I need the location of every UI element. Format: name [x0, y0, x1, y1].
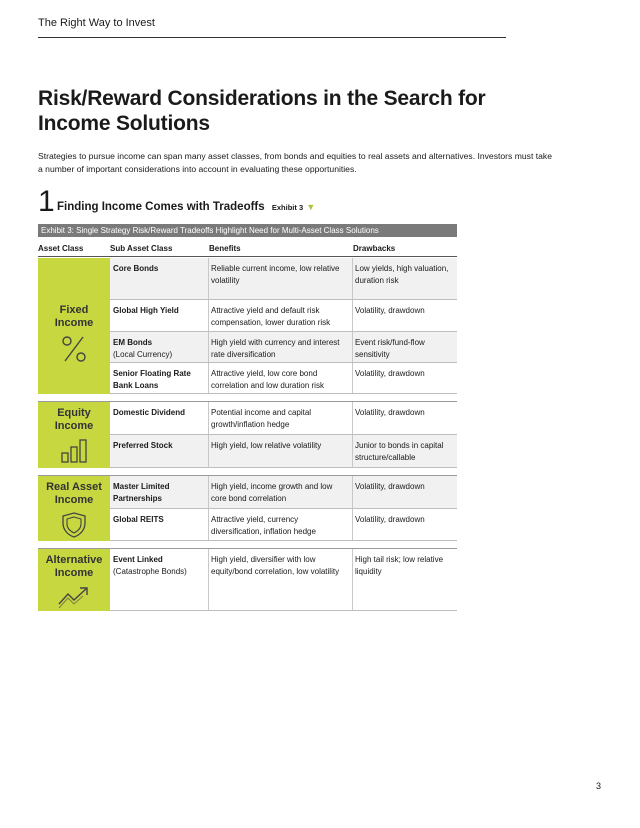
sub-asset-class: Master Limited Partnerships	[113, 482, 170, 503]
asset-class-cell	[38, 549, 110, 611]
triangle-down-icon: ▼	[306, 202, 316, 212]
drawbacks-cell: Junior to bonds in capital structure/callable	[355, 441, 444, 462]
column-divider	[352, 258, 353, 299]
table-row	[110, 435, 457, 468]
column-header-drawbacks: Drawbacks	[353, 244, 396, 253]
benefits-cell: Attractive yield and default risk compensation, lower duration risk	[211, 306, 331, 327]
asset-class-label: Alternative Income	[45, 554, 103, 579]
benefits-cell: High yield, diversifier with low equity/bond correlation, low volatility	[211, 555, 340, 576]
benefits-cell: Attractive yield, low core bond correlation and low duration risk	[211, 369, 324, 390]
table-row	[110, 476, 457, 509]
column-divider	[352, 402, 353, 434]
column-divider	[208, 300, 209, 331]
table-row	[110, 509, 457, 541]
column-divider	[208, 509, 209, 540]
table-row	[110, 402, 457, 435]
section-title-wrap	[57, 201, 315, 213]
column-divider	[208, 549, 209, 610]
asset-class-cell	[38, 476, 110, 541]
drawbacks-cell: Volatility, drawdown	[355, 482, 425, 491]
page-heading: Risk/Reward Considerations in the Search for Income Solutions	[38, 87, 486, 135]
drawbacks-cell: Volatility, drawdown	[355, 408, 425, 417]
asset-class-label: Real Asset Income	[46, 481, 102, 506]
column-divider	[352, 476, 353, 508]
asset-group-alternative-income	[38, 549, 457, 611]
column-divider	[208, 402, 209, 434]
table-row	[110, 549, 457, 611]
sub-asset-class: Domestic Dividend	[113, 408, 186, 417]
benefits-cell: High yield, income growth and low core bond correlation	[211, 482, 333, 503]
column-header-benefits: Benefits	[209, 244, 241, 253]
top-rule	[38, 37, 506, 38]
column-divider	[352, 300, 353, 331]
column-divider	[352, 363, 353, 393]
sub-asset-class: Global REITS	[113, 515, 164, 524]
benefits-cell: Reliable current income, low relative volatility	[211, 264, 340, 285]
drawbacks-cell: Event risk/fund-flow sensitivity	[355, 338, 425, 359]
asset-group-fixed-income	[38, 258, 457, 394]
column-header-sub-asset-class: Sub Asset Class	[110, 244, 173, 253]
percent-icon	[59, 334, 89, 364]
drawbacks-cell: High tail risk; low relative liquidity	[355, 555, 444, 576]
sub-asset-class: EM Bonds (Local Currency)	[113, 338, 173, 359]
asset-class-cell	[38, 402, 110, 468]
table-row	[110, 300, 457, 332]
column-divider	[352, 549, 353, 610]
table-row	[110, 363, 457, 394]
asset-class-cell	[38, 258, 110, 394]
table-row	[110, 258, 457, 300]
drawbacks-cell: Low yields, high valuation, duration risk	[355, 264, 449, 285]
sub-asset-class: Senior Floating Rate Bank Loans	[113, 369, 191, 390]
column-divider	[352, 509, 353, 540]
table-row	[110, 332, 457, 363]
exhibit-reference: Exhibit 3	[271, 203, 304, 212]
sub-asset-class: Core Bonds	[113, 264, 159, 273]
drawbacks-cell: Volatility, drawdown	[355, 515, 425, 524]
column-divider	[352, 435, 353, 467]
sub-asset-class: Preferred Stock	[113, 441, 173, 450]
benefits-cell: Potential income and capital growth/inflation hedge	[211, 408, 312, 429]
column-header-asset-class: Asset Class	[38, 244, 84, 253]
asset-class-label: Equity Income	[54, 407, 94, 432]
asset-class-label: Fixed Income	[54, 304, 94, 329]
asset-group-real-asset-income	[38, 476, 457, 541]
benefits-cell: High yield with currency and interest rate diversification	[211, 338, 340, 359]
section-number: 1	[38, 185, 55, 218]
drawbacks-cell: Volatility, drawdown	[355, 306, 425, 315]
column-divider	[352, 332, 353, 362]
exhibit-title-bar: Exhibit 3: Single Strategy Risk/Reward Tradeoffs Highlight Need for Multi-Asset Class Solutions	[38, 224, 457, 237]
section-title: Finding Income Comes with Tradeoffs	[57, 201, 265, 213]
running-title: The Right Way to Invest	[38, 17, 155, 29]
drawbacks-cell: Volatility, drawdown	[355, 369, 425, 378]
sub-asset-class: Event Linked (Catastrophe Bonds)	[113, 555, 187, 576]
benefits-cell: High yield, low relative volatility	[211, 441, 322, 450]
header-rule	[38, 256, 457, 257]
intro-paragraph: Strategies to pursue income can span many asset classes, from bonds and equities to real assets and alternatives. Investors must take a number of important considerations into account in evaluating these opportunities.	[38, 151, 552, 174]
page-number: 3	[596, 781, 602, 791]
benefits-cell: Attractive yield, currency diversification, inflation hedge	[211, 515, 316, 536]
column-divider	[208, 258, 209, 299]
sub-asset-class: Global High Yield	[113, 306, 179, 315]
column-divider	[208, 363, 209, 393]
column-divider	[208, 476, 209, 508]
asset-group-equity-income	[38, 402, 457, 468]
column-divider	[208, 435, 209, 467]
trend-arrow-icon	[57, 584, 91, 608]
column-divider	[208, 332, 209, 362]
bar-chart-icon	[60, 437, 88, 463]
shield-icon	[61, 511, 87, 539]
